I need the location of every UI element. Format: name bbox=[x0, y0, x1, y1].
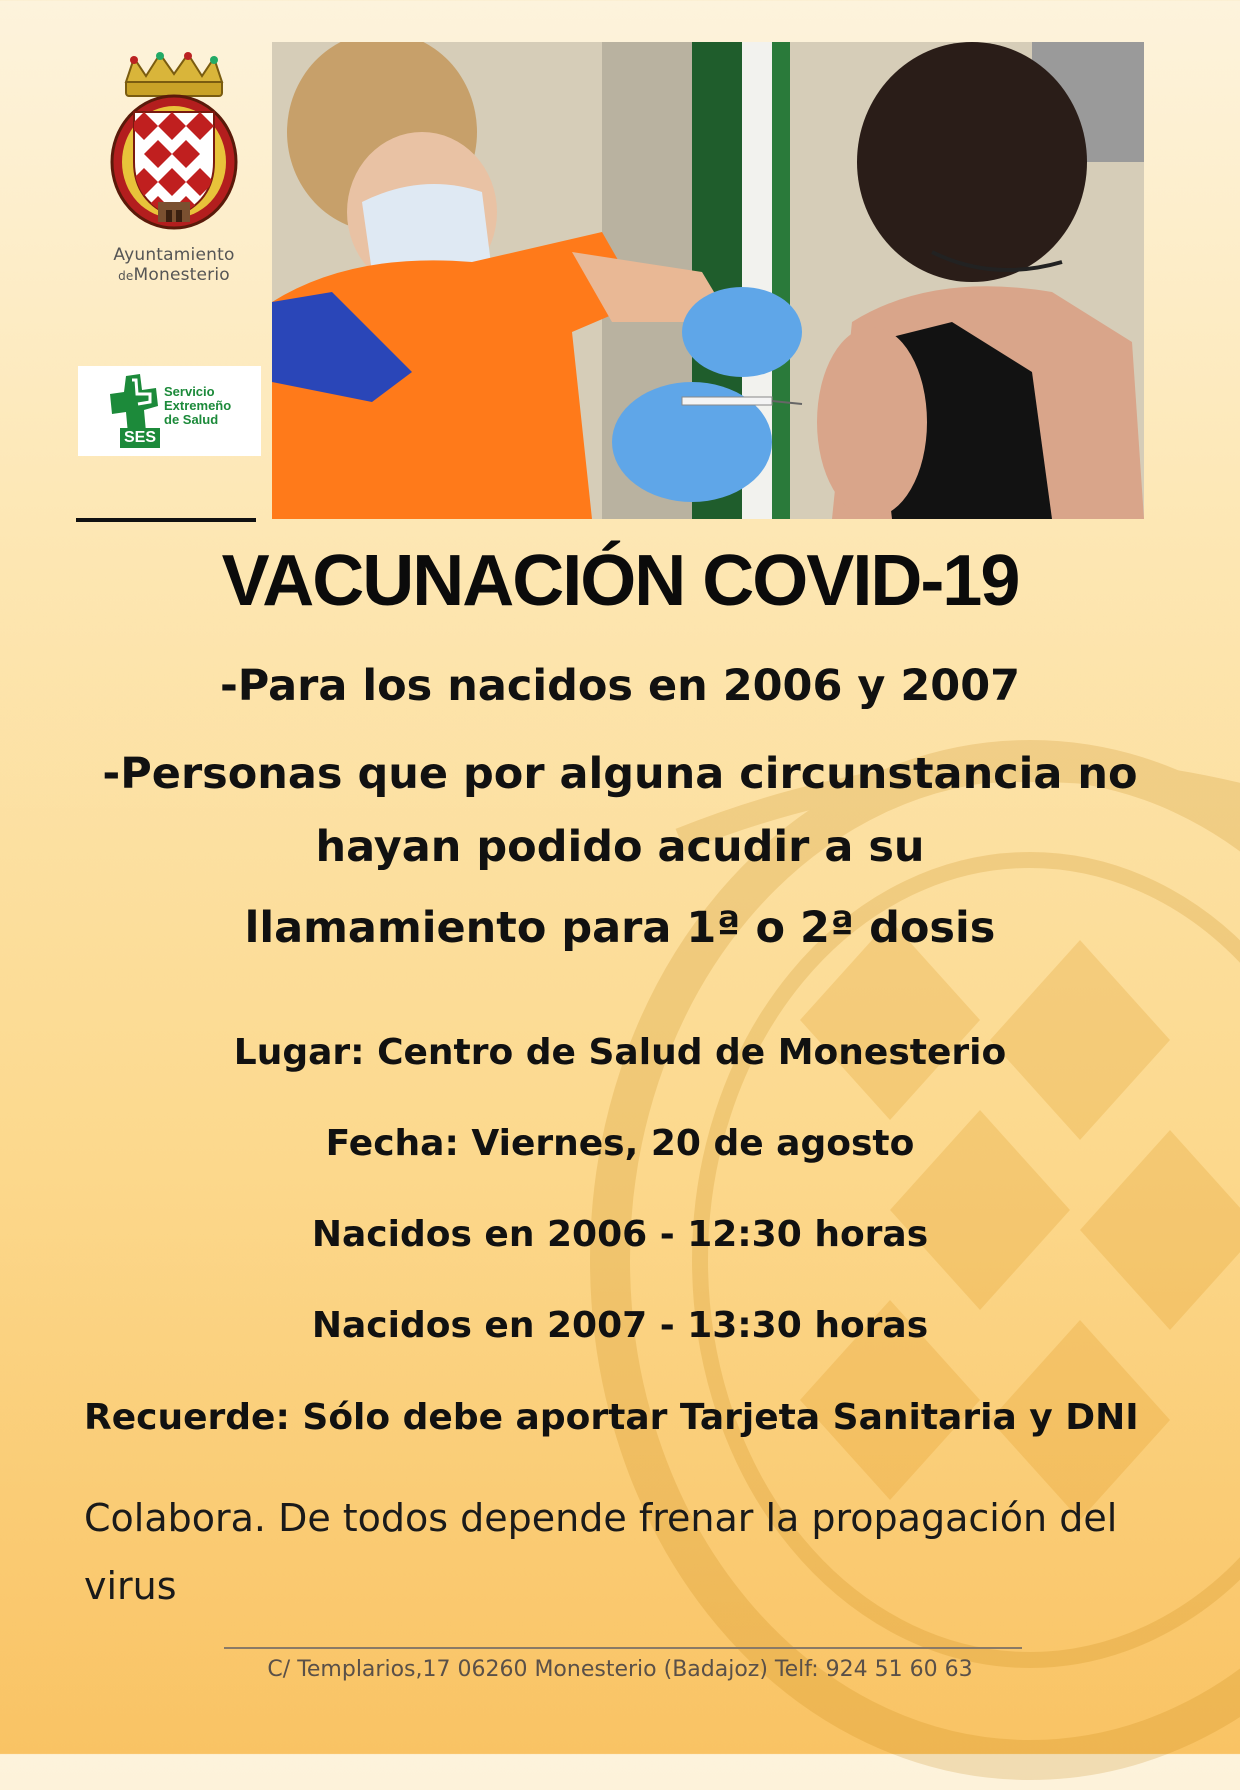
town-logo-line2: Monesterio bbox=[133, 265, 230, 285]
town-name bbox=[94, 245, 254, 286]
target-line-1: -Para los nacidos en 2006 y 2007 bbox=[219, 661, 1021, 711]
town-crest-icon bbox=[104, 52, 244, 237]
ses-logo bbox=[78, 366, 261, 456]
date-text: Fecha: Viernes, 20 de agosto bbox=[325, 1123, 915, 1164]
slot-2006-text: Nacidos en 2006 - 12:30 horas bbox=[311, 1214, 929, 1255]
ses-name: Servicio Extremeño de Salud bbox=[164, 384, 232, 427]
location-text: Lugar: Centro de Salud de Monesterio bbox=[233, 1032, 1007, 1073]
collaboration-text: Colabora. De todos depende frenar la propagación del virus bbox=[84, 1496, 1118, 1608]
slot-2007-text: Nacidos en 2007 - 13:30 horas bbox=[311, 1305, 929, 1346]
page-title: VACUNACIÓN COVID-19 bbox=[221, 541, 1019, 621]
left-divider bbox=[76, 518, 256, 522]
target-line-4: llamamiento para 1ª o 2ª dosis bbox=[244, 903, 996, 953]
ses-badge: SES bbox=[120, 428, 160, 448]
target-line-3: hayan podido acudir a su bbox=[315, 822, 925, 872]
reminder-text: Recuerde: Sólo debe aportar Tarjeta Sanitaria y DNI bbox=[84, 1397, 1139, 1438]
town-logo-prefix: de bbox=[118, 269, 134, 283]
footer-address: C/ Templarios,17 06260 Monesterio (Badajoz) Telf: 924 51 60 63 bbox=[267, 1657, 973, 1682]
town-logo bbox=[94, 52, 254, 286]
target-line-2: -Personas que por alguna circunstancia no bbox=[102, 749, 1138, 799]
footer-divider bbox=[224, 1647, 1022, 1649]
town-logo-line1: Ayuntamiento bbox=[113, 245, 235, 265]
vaccination-photo bbox=[272, 42, 1144, 519]
